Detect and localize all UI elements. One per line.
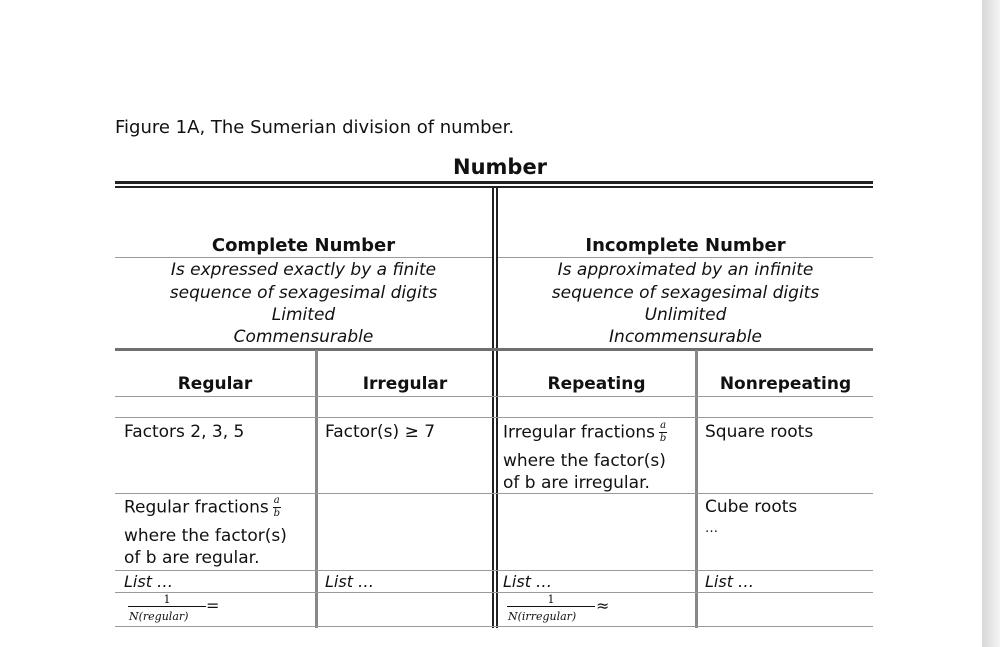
table-title: Number <box>453 155 548 179</box>
top-rule-2 <box>115 186 873 188</box>
incomplete-desc-2: sequence of sexagesimal digits <box>551 283 820 303</box>
page-edge-shadow <box>982 0 1000 647</box>
cell-irregular-factors: Factor(s) ≥ 7 <box>325 422 436 442</box>
cell-repeating-line-1 <box>503 421 667 444</box>
incomplete-desc-1: Is approximated by an infinite <box>557 260 814 280</box>
cell-regular-factors: Factors 2, 3, 5 <box>124 422 245 442</box>
row-rule-3 <box>115 493 873 494</box>
formula-irregular <box>507 593 617 627</box>
cell-repeating-line-3: of b are irregular. <box>503 473 650 493</box>
repeating-fractions-label: Irregular fractions <box>503 422 656 443</box>
complete-heading-rule <box>115 257 492 258</box>
row-rule-5 <box>115 592 873 593</box>
col-header-irregular: Irregular <box>362 374 448 394</box>
cell-regular-line-3: of b are regular. <box>124 548 260 568</box>
cell-square-roots: Square roots <box>705 422 814 442</box>
center-divider-1 <box>492 188 494 628</box>
incomplete-desc-4: Incommensurable <box>609 327 762 347</box>
incomplete-heading-rule <box>498 257 873 258</box>
incomplete-desc-3: Unlimited <box>644 305 727 325</box>
row-rule-6 <box>115 626 873 627</box>
row-rule-2 <box>115 417 873 418</box>
fraction-denominator: b <box>659 433 667 444</box>
complete-desc-3: Limited <box>271 305 336 325</box>
cell-regular-line-1 <box>124 496 281 519</box>
complete-number-heading: Complete Number <box>211 235 396 256</box>
complete-desc-1: Is expressed exactly by a finite <box>170 260 437 280</box>
row-rule-1 <box>115 396 873 397</box>
formula-irregular-numerator: 1 <box>547 593 555 606</box>
complete-desc-2: sequence of sexagesimal digits <box>169 283 438 303</box>
top-rule-1 <box>115 181 873 184</box>
formula-regular <box>128 593 228 627</box>
list-irregular: List … <box>325 572 375 591</box>
col-header-regular: Regular <box>177 374 253 394</box>
cell-regular-line-2: where the factor(s) <box>124 526 287 546</box>
formula-regular-denominator: N(regular) <box>129 610 189 623</box>
col-header-repeating: Repeating <box>547 374 646 394</box>
list-repeating: List … <box>503 572 553 591</box>
fraction-numerator: a <box>660 420 667 431</box>
cell-repeating-line-2: where the factor(s) <box>503 451 666 471</box>
complete-desc-4: Commensurable <box>233 327 374 347</box>
formula-regular-relation: = <box>206 596 220 615</box>
figure-caption: Figure 1A, The Sumerian division of number. <box>115 117 515 138</box>
col-header-nonrepeating: Nonrepeating <box>719 374 852 394</box>
incomplete-number-heading: Incomplete Number <box>585 235 786 256</box>
cell-ellipsis: … <box>705 521 718 536</box>
formula-regular-numerator: 1 <box>163 593 171 606</box>
fraction-a-over-b-regular <box>273 496 281 519</box>
formula-irregular-denominator: N(irregular) <box>508 610 577 623</box>
list-nonrepeating: List … <box>705 572 755 591</box>
fraction-a-over-b <box>659 421 667 444</box>
cell-cube-roots: Cube roots <box>705 497 798 517</box>
regular-fractions-label: Regular fractions <box>124 497 269 518</box>
fraction-denominator: b <box>273 508 280 519</box>
formula-irregular-relation: ≈ <box>596 596 610 615</box>
row-rule-4 <box>115 570 873 571</box>
fraction-numerator: a <box>273 495 280 506</box>
list-regular: List … <box>124 572 174 591</box>
section-rule <box>115 348 873 351</box>
